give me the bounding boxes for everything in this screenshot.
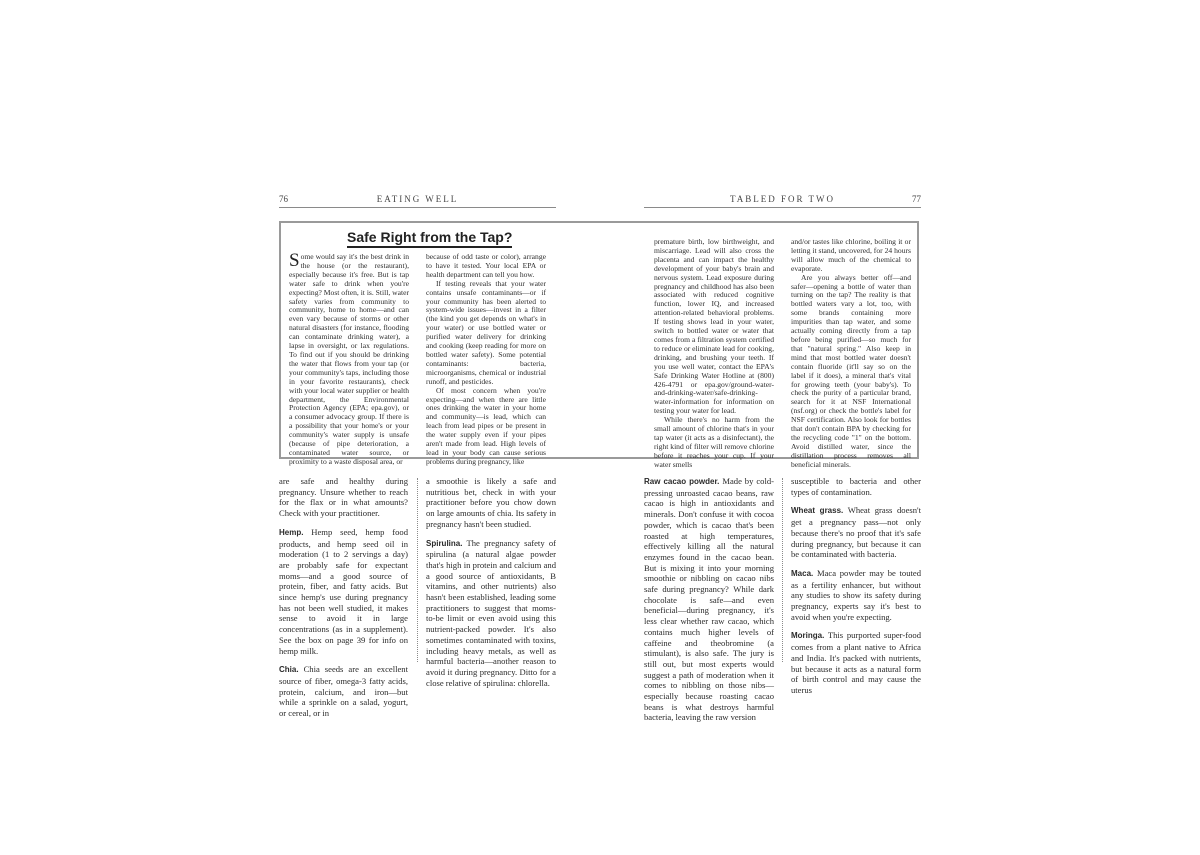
sidebar-column-3 — [654, 237, 774, 469]
body-paragraph: a smoothie is likely a safe and nutritious bet, check in with your practitioner before you chow down on large amounts of chia. Its safety in pregnancy hasn't been studied. — [426, 476, 556, 529]
sidebar-paragraph: If testing reveals that your water contains unsafe contaminants—or if your community has been alerted to system-wide issues—invest in a filter (the kind you get depends on what's in your water) or use bottled water or purified water delivery for drinking and cooking (keep reading for more on bottled water safety). Some potential contaminants: bacteria, microorganisms, chemical or industrial runoff, and pesticides. — [426, 278, 546, 386]
sidebar-title: Safe Right from the Tap? — [347, 229, 512, 248]
entry-term: Chia. — [279, 665, 299, 675]
sidebar-column-2 — [426, 252, 546, 466]
column-divider — [782, 478, 783, 662]
sidebar-paragraph: premature birth, low birthweight, and miscarriage. Lead will also cross the placenta and can impact the healthy development of your baby's brain and nervous system. Lead exposure during pregnancy and childhood has also been associated with reduced cognitive function, lower IQ, and increased attention-related behavioral problems. If testing shows lead in your water, switch to bottled water or water that comes from a filtration system certified to reduce or eliminate lead for cooking, drinking, and brushing your teeth. If you use well water, contact the EPA's Safe Drinking Water Hotline at (800) 426-4791 or epa.gov/ground-water-and-drinking-water/safe-drinking-water-information for information on testing your water for lead. — [654, 237, 774, 416]
entry-term: Raw cacao powder. — [644, 477, 720, 486]
sidebar-paragraph: Are you always better off—and safer—opening a bottle of water than turning on the tap? The reality is that bottled waters vary a lot, too, with some brands containing more impurities than tap water, and some actually coming directly from a tap before being purified—so much for that "natural spring." Also keep in mind that most bottled water doesn't contain fluoride (it'll say so on the label if it does), a mineral that's vital for growing teeth (your baby's). To check the purity of a particular brand, search for it at NSF International (nsf.org) or check the bottle's label for NSF certification. Also look for bottles that don't contain BPA by checking for the recycling code "1" on the bottom. Avoid distilled water, since the distillation process removes all beneficial minerals. — [791, 272, 911, 469]
sidebar-paragraph: Of most concern when you're expecting—and when there are little ones drinking the water in your home and community—is lead, which can leach from lead pipes or be present in the water supply even if your pipes aren't made from lead. High levels of lead in your body can cause serious problems during pregnancy, like — [426, 385, 546, 466]
right-page-number: 77 — [912, 194, 921, 204]
entry-hemp: Hemp. Hemp seed, hemp food products, and hemp seed oil in moderation (1 to 2 servings a day) are probably safe for expectant moms—and a good source of protein, fiber, and fatty acids. But since hemp's use during pregnancy has not been well studied, it makes sense to avoid it in large concentrations (as in a supplement). See the box on page 39 for info on hemp milk. — [279, 526, 408, 656]
entry-wheat-grass: Wheat grass. Wheat grass doesn't get a pregnancy pass—not only because there's no proof that it's safe during pregnancy, but because it can be contaminated with bacteria. — [791, 505, 921, 560]
drop-cap: S — [289, 250, 300, 271]
entry-maca: Maca. Maca powder may be touted as a fertility enhancer, but without any studies to show its safety during pregnancy, experts say it's best to avoid when you're expecting. — [791, 567, 921, 622]
right-page-header — [644, 191, 921, 208]
sidebar-column-4 — [791, 237, 911, 469]
column-divider — [417, 478, 418, 662]
entry-moringa: Moringa. This purported super-food comes from a plant native to Africa and India. It's packed with nutrients, but because it acts as a natural form of birth control and may cause the uterus — [791, 630, 921, 695]
entry-term: Spirulina. — [426, 538, 463, 548]
right-running-head: TABLED FOR TWO — [729, 194, 836, 204]
entry-chia: Chia. Chia seeds are an excellent source of fiber, omega-3 fatty acids, protein, calcium, and iron—but while a sprinkle on a salad, yogurt, or cereal, or in — [279, 664, 408, 719]
body-column-4 — [791, 476, 921, 695]
sidebar-column-1 — [289, 250, 410, 466]
body-column-1 — [279, 476, 408, 719]
sidebar-paragraph: and/or tastes like chlorine, boiling it or letting it stand, uncovered, for 24 hours will allow much of the chemical to evaporate. — [791, 237, 911, 273]
left-page-header — [279, 191, 556, 208]
body-paragraph: are safe and healthy during pregnancy. Unsure whether to reach for the flax or in what amounts? Check with your practitioner. — [279, 476, 408, 519]
entry-term: Hemp. — [279, 527, 304, 537]
body-column-3 — [644, 476, 774, 723]
left-page-number: 76 — [279, 194, 288, 204]
entry-term: Moringa. — [791, 631, 825, 641]
entry-raw-cacao: Raw cacao powder. Made by cold-pressing unroasted cacao beans, raw cacao is high in antioxidants and minerals. Don't confuse it with cocoa powder, which is cacao that's been roasted at high temperatures, effectively killing all the natural enzymes found in the cacao bean. But is mixing it into your morning smoothie or nibbling on cacao nibs safe during pregnancy? While dark chocolate is safe—and even beneficial—during pregnancy, it's less clear whether raw cacao, which contains much higher levels of caffeine and theobromine (a stimulant), is also safe. The jury is still out, but most experts would suggest a path of moderation when it comes to nibbling on those nibs—especially because roasting cacao beans is what destroys harmful bacteria, leaving the raw version — [644, 476, 774, 723]
entry-spirulina: Spirulina. The pregnancy safety of spirulina (a natural algae powder that's high in protein and calcium and a good source of antioxidants, B vitamins, and other nutrients) also hasn't been established, leading some practitioners to suggest that moms-to-be limit or even avoid using this nutrient-packed powder. It's also sometimes contaminated with toxins, including heavy metals, as well as harmful bacteria—another reason to avoid it during pregnancy. Ditto for a close relative of spirulina: chlorella. — [426, 537, 556, 688]
left-running-head: EATING WELL — [376, 194, 459, 204]
sidebar-paragraph: While there's no harm from the small amount of chlorine that's in your tap water (it acts as a disinfectant), the right kind of filter will remove chlorine before it reaches your cup. If your water smells — [654, 415, 774, 469]
body-paragraph: susceptible to bacteria and other types of contamination. — [791, 476, 921, 497]
body-column-2 — [426, 476, 556, 688]
sidebar-paragraph: because of odd taste or color), arrange to have it tested. Your local EPA or health department can tell you how. — [426, 252, 546, 279]
entry-term: Maca. — [791, 568, 814, 578]
sidebar-paragraph: Some would say it's the best drink in the house (or the restaurant), especially because it's free. But is tap water safe to drink when you're expecting? Most often, it is. Still, water safety varies from community to community, home to home—and can even vary because of storms or other natural disasters (for instance, flooding can contaminate drinking water), a lapse in oversight, or lax regulations. To find out if you should be drinking the water that flows from your tap (or your community's taps, including those in your favorite restaurants), check with your local water supplier or health department, the Environmental Protection Agency (EPA; epa.gov), or a consumer advocacy group. If there is a possibility that your home's or your community's water supply is unsafe (because of pipe deterioration, a contaminated water source, or proximity to a waste disposal area, or — [289, 250, 410, 466]
entry-term: Wheat grass. — [791, 506, 844, 516]
